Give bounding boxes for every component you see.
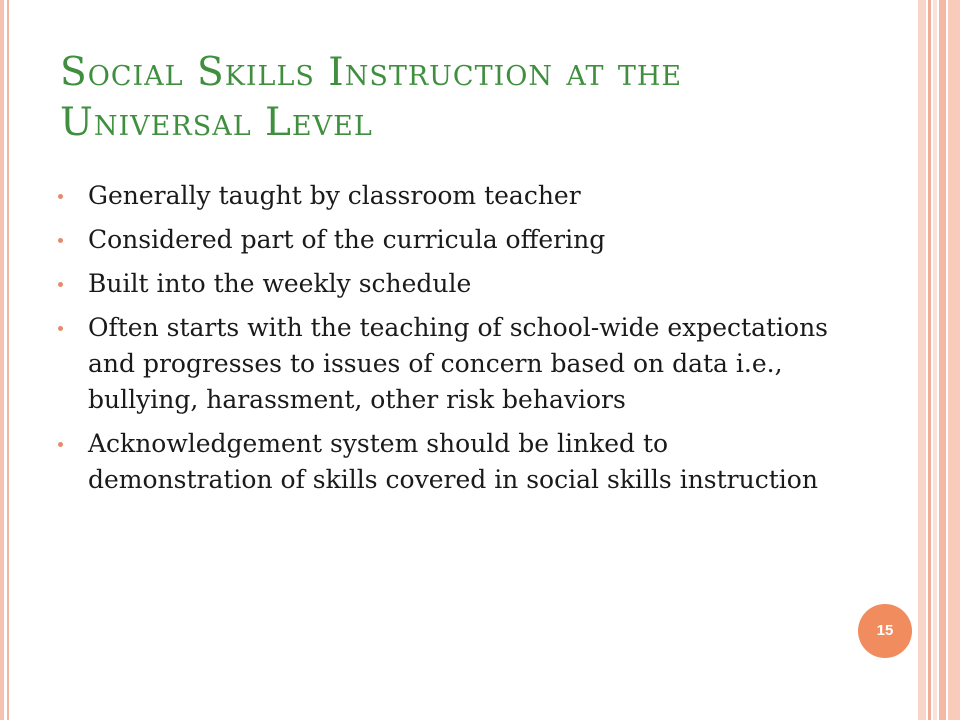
bullet-list: [58, 178, 848, 506]
bullet-item: [58, 426, 848, 498]
slide-title: Social Skills Instruction at the Universal Level: [60, 50, 683, 145]
right-stripe: [939, 0, 946, 720]
bullet-item: [58, 310, 848, 418]
bullet-icon: [58, 238, 63, 243]
bullet-text: Built into the weekly schedule: [88, 269, 472, 298]
bullet-text: Generally taught by classroom teacher: [88, 181, 581, 210]
bullet-item: [58, 222, 848, 258]
right-stripe: [948, 0, 960, 720]
page-number-badge: 15: [858, 604, 912, 658]
bullet-icon: [58, 194, 63, 199]
left-stripe-thin: [7, 0, 9, 720]
bullet-text: Often starts with the teaching of school-wide expectations and progresses to issues of concern based on data i.e., bullying, harassment, other risk behaviors: [88, 313, 829, 414]
bullet-text: Acknowledgement system should be linked to demonstration of skills covered in social skills instruction: [88, 429, 818, 494]
bullet-icon: [58, 442, 63, 447]
right-stripe: [918, 0, 926, 720]
bullet-text: Considered part of the curricula offering: [88, 225, 606, 254]
left-stripe: [0, 0, 4, 720]
bullet-item: [58, 266, 848, 302]
right-stripe: [928, 0, 931, 720]
bullet-item: [58, 178, 848, 214]
bullet-icon: [58, 282, 63, 287]
bullet-icon: [58, 326, 63, 331]
right-stripe: [933, 0, 937, 720]
